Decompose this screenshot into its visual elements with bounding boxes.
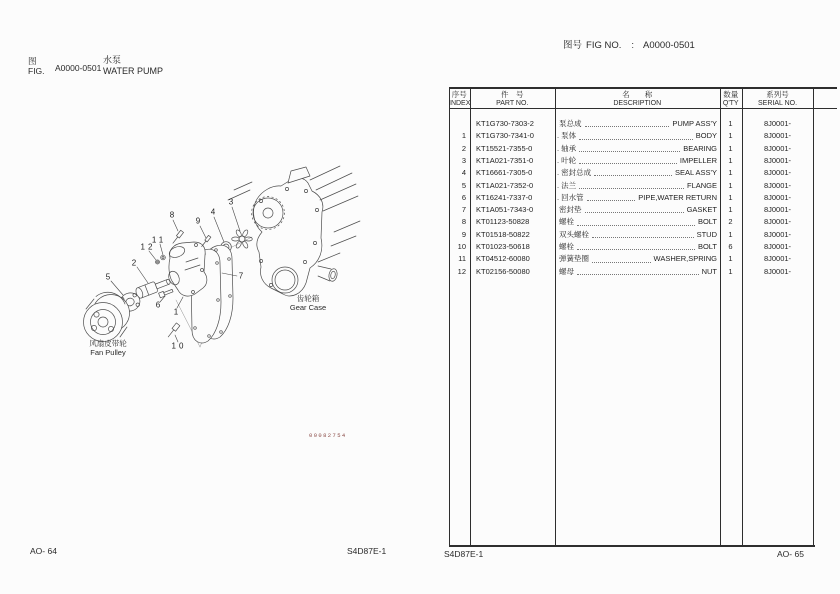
fig-no-colon: : xyxy=(631,40,635,51)
gear-case-label-cn: 齿轮箱 xyxy=(296,294,320,303)
cell-qty: 1 xyxy=(728,229,733,239)
fig-label-en: FIG. xyxy=(28,66,45,76)
col-header-serial xyxy=(742,90,813,109)
cell-qty: 1 xyxy=(728,155,733,165)
cell-part-no: KT01123-50828 xyxy=(476,217,530,227)
description-en: IMPELLER xyxy=(679,155,717,165)
description-cn: 泵体 xyxy=(561,131,577,141)
cell-description xyxy=(557,229,717,241)
fig-no-value: A0000-0501 xyxy=(643,40,695,51)
col-header-part-no-cn: 件 号 xyxy=(501,89,524,99)
description-en: BOLT xyxy=(697,242,717,251)
fan-pulley-label-en: Fan Pulley xyxy=(90,348,126,357)
cell-part-no: KT1A021-7352-0 xyxy=(476,180,534,190)
dotted-leader xyxy=(592,236,694,238)
cell-qty: 1 xyxy=(728,168,733,178)
cell-qty: 1 xyxy=(728,254,733,264)
cell-description xyxy=(557,253,717,265)
description-cn: 回水管 xyxy=(561,192,584,202)
description-en: BOLT xyxy=(697,217,717,227)
description-indent-dot: . xyxy=(557,180,560,190)
cell-description xyxy=(557,241,717,253)
cell-part-no: KT1G730-7341-0 xyxy=(476,131,534,141)
description-cn: 泵总成 xyxy=(559,119,582,128)
cell-index: 5 xyxy=(461,180,466,190)
cell-serial: 8J0001- xyxy=(763,266,792,276)
callout-4: 4 xyxy=(210,207,216,217)
cell-serial: 8J0001- xyxy=(763,168,792,178)
cell-part-no: KT1A051-7343-0 xyxy=(476,205,534,215)
description-en: PIPE,WATER RETURN xyxy=(638,192,717,202)
cell-serial: 8J0001- xyxy=(763,217,792,227)
cell-part-no: KT02156-50080 xyxy=(476,266,530,276)
table-border-right xyxy=(813,88,814,545)
description-en: BEARING xyxy=(683,143,717,153)
callout-7: 7 xyxy=(238,271,244,281)
description-cn: 螺栓 xyxy=(559,217,574,227)
figure-title-en: WATER PUMP xyxy=(103,66,163,76)
col-header-index-en: INDEX xyxy=(449,100,471,107)
cell-serial: 8J0001- xyxy=(763,242,792,251)
description-cn: 轴承 xyxy=(561,143,577,153)
col-header-description-en: DESCRIPTION xyxy=(613,100,662,107)
cell-description xyxy=(557,180,717,192)
col-header-index xyxy=(449,90,470,109)
cell-description xyxy=(557,204,717,216)
description-cn: 螺栓 xyxy=(559,242,574,251)
callout-10: 10 xyxy=(171,341,187,351)
cell-serial: 8J0001- xyxy=(763,155,792,165)
description-indent-dot: . xyxy=(557,143,560,153)
cell-index: 1 xyxy=(461,131,466,141)
cell-serial: 8J0001- xyxy=(763,254,792,264)
cell-serial: 8J0001- xyxy=(763,180,792,190)
bolt6-drawing xyxy=(159,288,174,298)
cell-index: 6 xyxy=(461,192,466,202)
cell-description xyxy=(557,130,717,142)
fig-no-label-cn: 图号 xyxy=(563,40,583,51)
cell-part-no: KT01518-50822 xyxy=(476,229,530,239)
cell-qty: 1 xyxy=(728,119,733,128)
cell-qty: 1 xyxy=(728,192,733,202)
description-en: STUD xyxy=(696,229,717,239)
col-header-serial-cn: 系列号 xyxy=(766,89,789,99)
cell-description xyxy=(557,143,717,155)
callout-5: 5 xyxy=(105,272,111,282)
fig-label-cn: 图 xyxy=(28,56,37,66)
bolt10-drawing xyxy=(166,323,179,338)
dotted-leader xyxy=(577,248,695,250)
cell-serial: 8J0001- xyxy=(763,119,792,128)
description-en: WASHER,SPRING xyxy=(653,254,717,264)
dotted-leader xyxy=(579,187,684,189)
page-number-right: AO- 65 xyxy=(777,549,804,559)
description-indent-dot: . xyxy=(557,131,560,141)
cell-qty: 1 xyxy=(728,205,733,215)
model-code-right: S4D87E-1 xyxy=(444,549,484,559)
callout-6: 6 xyxy=(155,300,161,310)
col-header-qty-cn: 数量 xyxy=(723,89,739,99)
cell-part-no: KT16241-7337-0 xyxy=(476,192,533,202)
description-cn: 双头螺栓 xyxy=(559,229,589,239)
fig-no-header xyxy=(563,37,695,51)
figure-number: A0000-0501 xyxy=(55,63,102,73)
dotted-leader xyxy=(592,261,651,263)
cell-index: 3 xyxy=(461,155,466,165)
cell-serial: 8J0001- xyxy=(763,205,792,215)
washer-nut-drawing xyxy=(156,255,166,264)
cell-index: 11 xyxy=(458,254,466,264)
cell-index: 12 xyxy=(457,266,466,276)
callout-11: 11 xyxy=(151,235,167,245)
shaft-drawing xyxy=(135,276,172,299)
dotted-leader xyxy=(587,199,636,201)
table-bottom-rule xyxy=(449,545,815,547)
cell-description xyxy=(557,192,717,204)
cell-qty: 1 xyxy=(728,180,733,190)
table-divider-index xyxy=(470,88,471,545)
col-header-part-no-en: PART NO. xyxy=(496,100,529,107)
col-header-serial-en: SERIAL NO. xyxy=(757,100,798,107)
callout-8: 8 xyxy=(169,210,175,220)
stud8-drawing xyxy=(171,230,183,244)
fan-pulley-label-cn: 风扇皮带轮 xyxy=(89,339,127,348)
cell-description xyxy=(557,216,717,228)
callout-12: 12 xyxy=(140,242,156,252)
description-cn: 密封垫 xyxy=(559,205,582,215)
cell-index: 4 xyxy=(461,168,466,178)
cell-qty: 1 xyxy=(728,266,733,276)
description-en: NUT xyxy=(701,266,717,276)
dotted-leader xyxy=(585,211,684,213)
dotted-leader xyxy=(585,125,670,127)
cell-index: 9 xyxy=(461,229,466,239)
dotted-leader xyxy=(579,162,677,164)
cell-part-no: KT1A021-7351-0 xyxy=(476,155,534,165)
col-header-part-no xyxy=(470,90,556,109)
gear-case-label xyxy=(290,294,326,312)
page-number-left: AO- 64 xyxy=(30,546,57,556)
col-header-qty-en: Q'TY xyxy=(722,100,739,107)
description-indent-dot: . xyxy=(557,155,560,165)
drawing-number: 00082754 xyxy=(309,432,347,439)
dotted-leader xyxy=(579,150,680,152)
cell-qty: 1 xyxy=(728,143,733,153)
fan-pulley-drawing xyxy=(84,292,130,341)
cell-index: 8 xyxy=(461,217,466,227)
cell-serial: 8J0001- xyxy=(763,131,792,141)
cell-serial: 8J0001- xyxy=(763,192,792,202)
description-cn: 螺母 xyxy=(559,266,574,276)
description-cn: 法兰 xyxy=(561,180,577,190)
cell-index: 7 xyxy=(461,205,466,215)
callout-1: 1 xyxy=(173,307,179,317)
description-en: PUMP ASS'Y xyxy=(672,119,717,128)
description-cn: 弹簧垫圈 xyxy=(559,254,589,264)
impeller-drawing xyxy=(232,229,253,249)
callout-9: 9 xyxy=(195,216,201,226)
description-cn: 叶轮 xyxy=(561,155,577,165)
callout-3: 3 xyxy=(228,197,234,207)
description-indent-dot: . xyxy=(557,168,560,178)
description-en: BODY xyxy=(695,131,717,141)
col-header-index-cn: 序号 xyxy=(451,89,467,99)
cell-index: 10 xyxy=(457,242,466,251)
cell-qty: 6 xyxy=(728,242,733,251)
model-code-left: S4D87E-1 xyxy=(347,546,387,556)
cell-part-no: KT1G730-7303-2 xyxy=(476,119,534,128)
cell-description xyxy=(557,266,717,278)
pump-body-drawing xyxy=(167,242,207,296)
col-header-qty xyxy=(720,90,743,109)
cell-description xyxy=(557,155,717,167)
description-indent-dot: . xyxy=(557,192,560,202)
description-en: FLANGE xyxy=(686,180,717,190)
col-header-description xyxy=(555,90,720,109)
cell-serial: 8J0001- xyxy=(763,143,792,153)
col-header-description-cn: 名 称 xyxy=(622,89,653,99)
figure-title-cn: 水泵 xyxy=(103,55,122,65)
cell-index xyxy=(449,118,466,130)
cell-index: 2 xyxy=(461,143,466,153)
fan-pulley-label xyxy=(89,339,127,357)
cell-qty: 1 xyxy=(728,131,733,141)
dotted-leader xyxy=(594,174,672,176)
cell-qty: 2 xyxy=(728,217,733,227)
dotted-leader xyxy=(577,273,699,275)
description-cn: 密封总成 xyxy=(561,168,592,178)
cell-serial: 8J0001- xyxy=(763,229,792,239)
cell-part-no: KT01023-50618 xyxy=(476,242,530,251)
fig-no-label-en: FIG NO. xyxy=(586,40,622,51)
cell-description xyxy=(557,118,717,130)
description-en: GASKET xyxy=(686,205,717,215)
dotted-leader xyxy=(579,138,693,140)
description-en: SEAL ASS'Y xyxy=(674,168,717,178)
cell-description xyxy=(557,167,717,179)
cell-part-no: KT16661-7305-0 xyxy=(476,168,533,178)
callout-2: 2 xyxy=(131,258,137,268)
cell-part-no: KT15521-7355-0 xyxy=(476,143,533,153)
dotted-leader xyxy=(577,224,695,226)
cell-part-no: KT04512-60080 xyxy=(476,254,530,264)
gear-case-label-en: Gear Case xyxy=(289,303,327,312)
